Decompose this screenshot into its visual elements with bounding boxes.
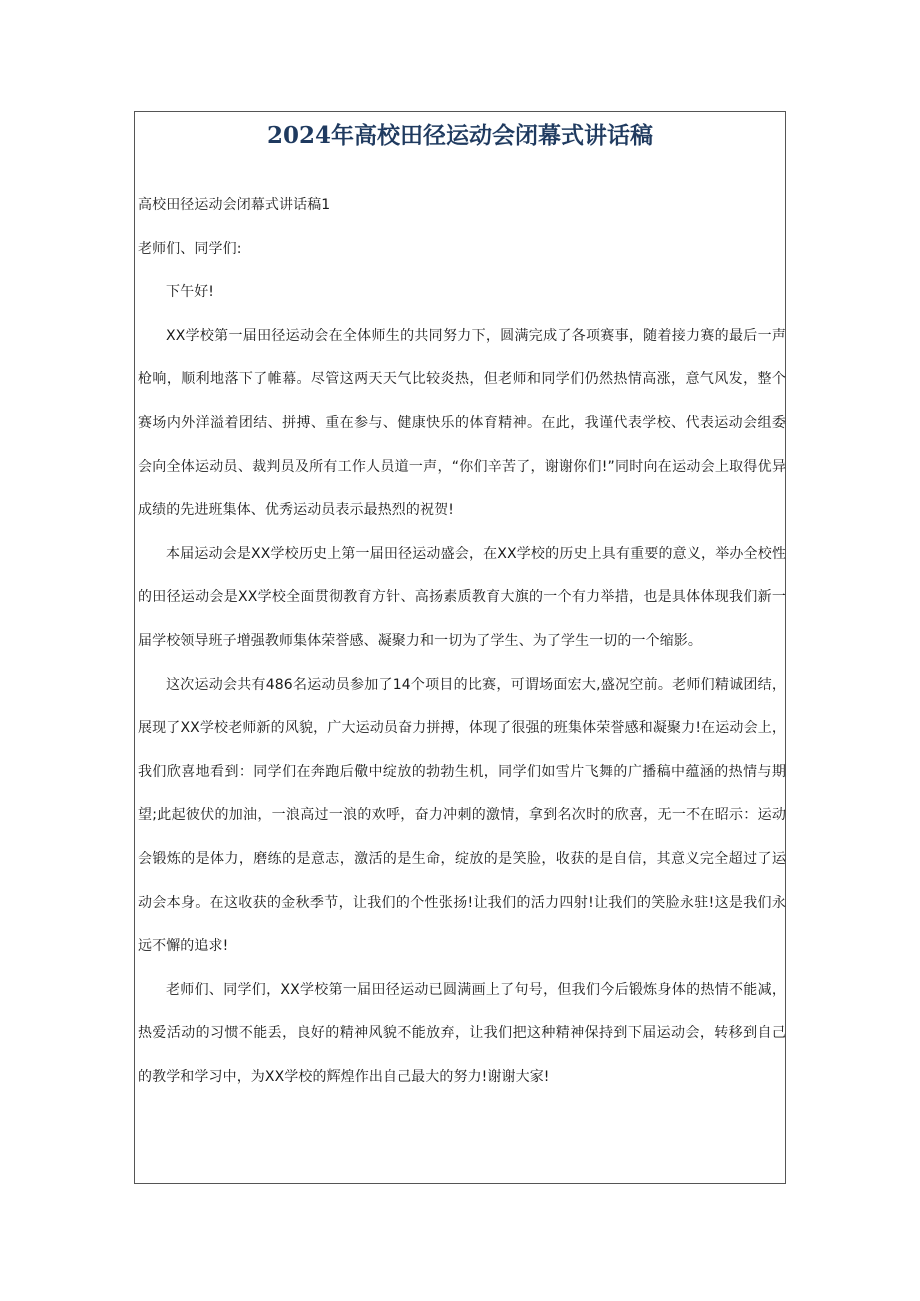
- greeting: 下午好!: [166, 284, 215, 301]
- section-heading: 高校田径运动会闭幕式讲话稿1: [138, 197, 331, 213]
- paragraph-3: 这次运动会共有486名运动员参加了14个项目的比赛，可谓场面宏大,盛况空前。老师们精诚团结，展现了XX学校老师新的风貌，广大运动员奋力拼搏，体现了很强的班集体荣誉感和凝聚力!在运动会上，我们欣喜地看到：同学们在奔跑后儆中绽放的勃勃生机，同学们如雪片飞舞的广播稿中蕴涵的热情与期望;此起彼伏的加油，一浪高过一浪的欢呼，奋力冲刺的激情，拿到名次时的欣喜，无一不在昭示：运动会锻炼的是体力，磨练的是意志，激活的是生命，绽放的是笑脸，收获的是自信，其意义完全超过了运动会本身。在这收获的金秋季节，让我们的个性张扬!让我们的活力四射!让我们的笑脸永驻!这是我们永远不懈的追求!: [138, 676, 786, 955]
- paragraph-2: 本届运动会是XX学校历史上第一届田径运动盛会，在XX学校的历史上具有重要的意义，举办全校性的田径运动会是XX学校全面贯彻教育方针、高扬素质教育大旗的一个有力举措，也是具体体现我们新一届学校领导班子增强教师集体荣誉感、凝聚力和一切为了学生、为了学生一切的一个缩影。: [138, 545, 786, 649]
- paragraph-4: 老师们、同学们，XX学校第一届田径运动已圆满画上了句号，但我们今后锻炼身体的热情不能减，热爱活动的习惯不能丢，良好的精神风貌不能放弃，让我们把这种精神保持到下届运动会，转移到自己的教学和学习中，为XX学校的辉煌作出自己最大的努力!谢谢大家!: [138, 981, 786, 1085]
- document-title: 2024年高校田径运动会闭幕式讲话稿: [266, 122, 653, 149]
- salutation: 老师们、同学们:: [138, 240, 242, 257]
- document-body: [138, 184, 786, 1099]
- paragraph-1: XX学校第一届田径运动会在全体师生的共同努力下，圆满完成了各项赛事，随着接力赛的最后一声枪响，顺利地落下了帷幕。尽管这两天天气比较炎热，但老师和同学们仍然热情高涨，意气风发，整个赛场内外洋溢着团结、拼搏、重在参与、健康快乐的体育精神。在此，我谨代表学校、代表运动会组委会向全体运动员、裁判员及所有工作人员道一声，“你们辛苦了，谢谢你们!”同时向在运动会上取得优异成绩的先进班集体、优秀运动员表示最热烈的祝贺!: [138, 327, 786, 519]
